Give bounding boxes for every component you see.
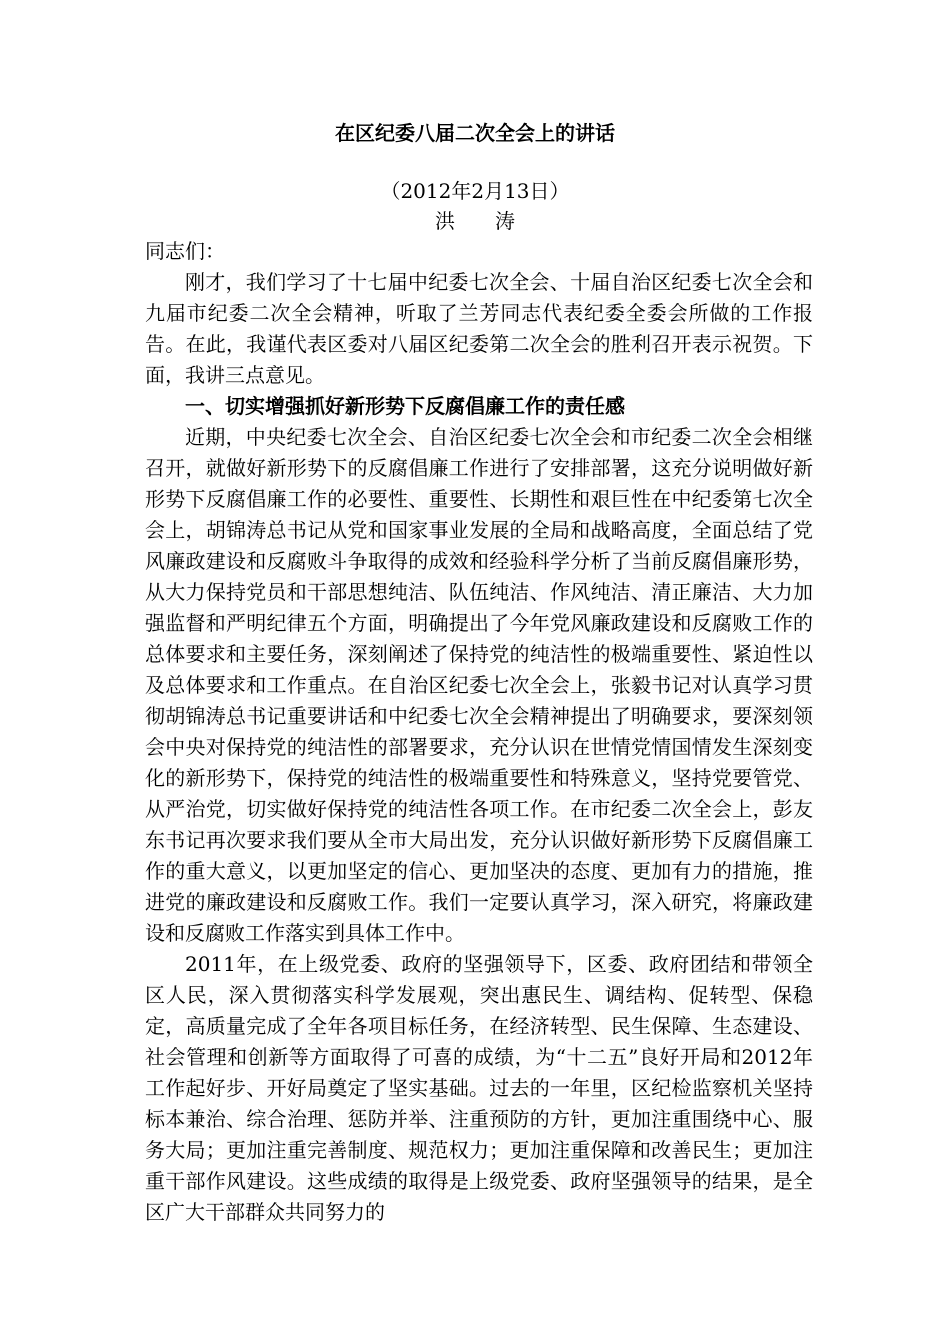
section-heading: 一、切实增强抓好新形势下反腐倡廉工作的责任感 [185,394,625,418]
author-given-name: 洪 [435,209,455,233]
paragraph-opening: 刚才，我们学习了十七届中纪委七次全会、十届自治区纪委七次全会和九届市纪委二次全会精神，听取了兰芳同志代表纪委全委会所做的工作报告。在此，我谨代表区委对八届区纪委第二次全会的胜利召开表示祝贺。下面，我讲三点意见。 [145,270,813,387]
paragraph-2011-review: 2011年，在上级党委、政府的坚强领导下，区委、政府团结和带领全区人民，深入贯彻落实科学发展观，突出惠民生、调结构、促转型、保稳定，高质量完成了全年各项目标任务，在经济转型、民生保障、生态建设、社会管理和创新等方面取得了可喜的成绩，为“十二五”良好开局和2012年工作起好步、开好局奠定了坚实基础。过去的一年里，区纪检监察机关坚持标本兼治、综合治理、惩防并举、注重预防的方针，更加注重围绕中心、服务大局；更加注重完善制度、规范权力；更加注重保障和改善民生；更加注重干部作风建设。这些成绩的取得是上级党委、政府坚强领导的结果，是全区广大干部群众共同努力的 [145,952,813,1224]
paragraph-recent-meetings: 近期，中央纪委七次全会、自治区纪委七次全会和市纪委二次全会相继召开，就做好新形势下的反腐倡廉工作进行了安排部署，这充分说明做好新形势下反腐倡廉工作的必要性、重要性、长期性和艰巨性在中纪委第七次全会上，胡锦涛总书记从党和国家事业发展的全局和战略高度，全面总结了党风廉政建设和反腐败斗争取得的成效和经验科学分析了当前反腐倡廉形势，从大力保持党员和干部思想纯洁、队伍纯洁、作风纯洁、清正廉洁、大力加强监督和严明纪律五个方面，明确提出了今年党风廉政建设和反腐败工作的总体要求和主要任务，深刻阐述了保持党的纯洁性的极端重要性、紧迫性以及总体要求和工作重点。在自治区纪委七次全会上，张毅书记对认真学习贯彻胡锦涛总书记重要讲话和中纪委七次全会精神提出了明确要求，要深刻领会中央对保持党的纯洁性的部署要求，充分认识在世情党情国情发生深刻变化的新形势下，保持党的纯洁性的极端重要性和特殊意义，坚持党要管党、从严治党，切实做好保持党的纯洁性各项工作。在市纪委二次全会上，彭友东书记再次要求我们要从全市大局出发，充分认识做好新形势下反腐倡廉工作的重大意义，以更加坚定的信心、更加坚决的态度、更加有力的措施，推进党的廉政建设和反腐败工作。我们一定要认真学习，深入研究，将廉政建设和反腐败工作落实到具体工作中。 [145,425,813,945]
document-author [0,206,950,236]
document-date: （2012年2月13日） [380,179,570,203]
document-body [145,236,813,1228]
author-family-name: 涛 [495,209,515,233]
document-title: 在区纪委八届二次全会上的讲话 [335,121,615,145]
salutation: 同志们： [145,239,225,263]
